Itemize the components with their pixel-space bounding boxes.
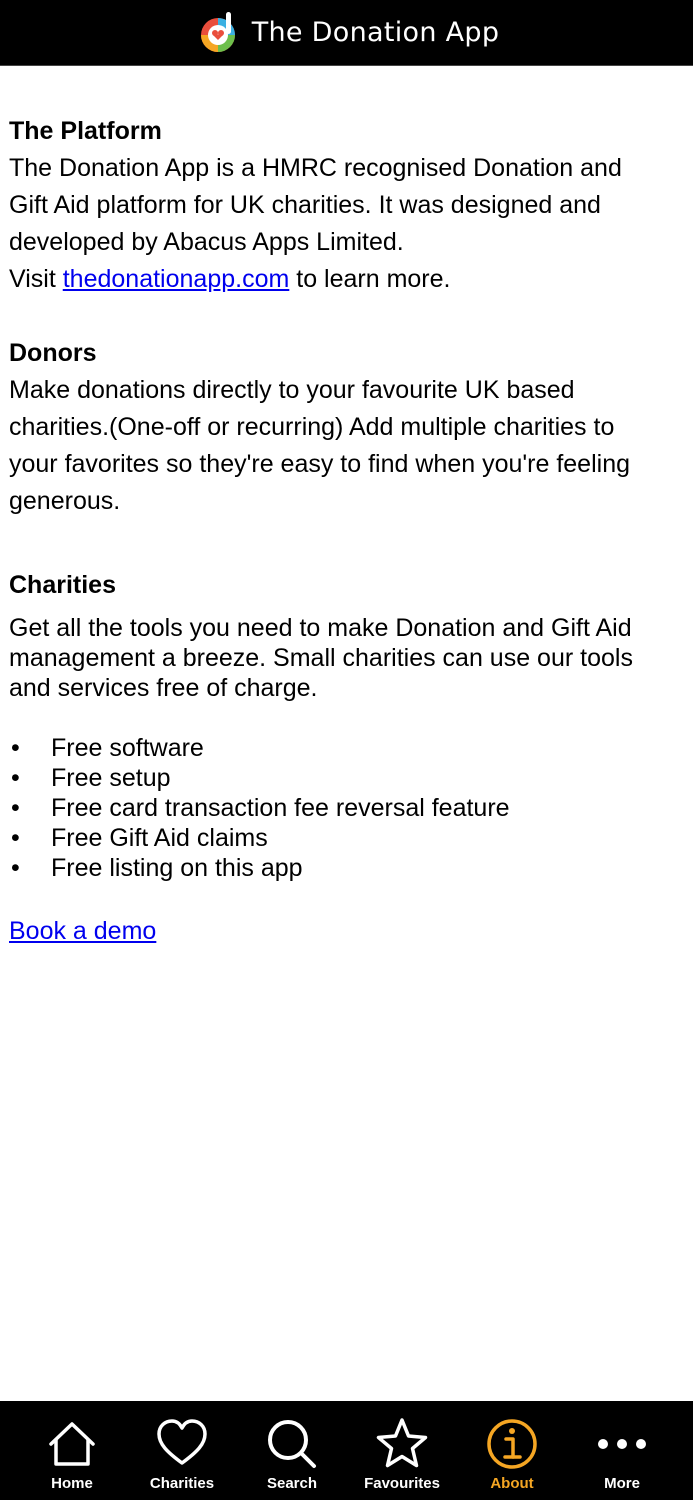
feature-item: • Free listing on this app bbox=[9, 853, 689, 883]
app-header bbox=[0, 0, 693, 66]
charities-line: and services free of charge. bbox=[9, 674, 318, 702]
donors-line: generous. bbox=[9, 487, 121, 515]
tab-label: About bbox=[490, 1475, 534, 1492]
tab-label: Home bbox=[51, 1475, 93, 1492]
visit-line bbox=[9, 261, 689, 298]
charities-line: management a breeze. Small charities can use our tools bbox=[9, 644, 633, 672]
tab-charities[interactable] bbox=[127, 1401, 237, 1500]
donors-line: your favorites so they're easy to find when you're feeling bbox=[9, 450, 630, 478]
app-title: The Donation App bbox=[251, 17, 500, 48]
info-icon bbox=[485, 1417, 539, 1471]
more-icon bbox=[595, 1417, 649, 1471]
home-icon bbox=[45, 1417, 99, 1471]
tab-label: More bbox=[604, 1475, 640, 1492]
feature-item: • Free setup bbox=[9, 763, 689, 793]
visit-suffix: to learn more. bbox=[289, 265, 451, 293]
tab-more[interactable] bbox=[567, 1401, 677, 1500]
donors-line: charities.(One-off or recurring) Add multiple charities to bbox=[9, 413, 615, 441]
feature-item: • Free Gift Aid claims bbox=[9, 823, 689, 853]
charities-line: Get all the tools you need to make Donation and Gift Aid bbox=[9, 614, 632, 642]
donors-title: Donors bbox=[9, 339, 97, 367]
donors-line: Make donations directly to your favourite UK based bbox=[9, 376, 575, 404]
book-demo-link[interactable]: Book a demo bbox=[9, 917, 157, 945]
features-list bbox=[9, 733, 689, 883]
platform-line: Gift Aid platform for UK charities. It was designed and bbox=[9, 191, 601, 219]
tab-label: Search bbox=[266, 1475, 318, 1492]
platform-line: developed by Abacus Apps Limited. bbox=[9, 228, 404, 256]
platform-title: The Platform bbox=[9, 117, 162, 145]
tab-bar bbox=[0, 1401, 693, 1500]
tab-home[interactable] bbox=[17, 1401, 127, 1500]
donation-app-logo-icon bbox=[194, 9, 242, 57]
feature-item: • Free software bbox=[9, 733, 689, 763]
platform-text bbox=[9, 150, 689, 298]
tab-label: Charities bbox=[149, 1475, 215, 1492]
tab-label: Favourites bbox=[364, 1475, 440, 1492]
heart-icon bbox=[155, 1417, 209, 1471]
donors-text bbox=[9, 372, 689, 520]
tab-search[interactable] bbox=[237, 1401, 347, 1500]
charities-text bbox=[9, 613, 689, 703]
charities-title: Charities bbox=[9, 571, 116, 599]
search-icon bbox=[265, 1417, 319, 1471]
star-icon bbox=[375, 1417, 429, 1471]
website-link[interactable]: thedonationapp.com bbox=[62, 265, 290, 293]
tab-about[interactable] bbox=[457, 1401, 567, 1500]
visit-prefix: Visit bbox=[9, 265, 63, 293]
platform-line: The Donation App is a HMRC recognised Donation and bbox=[9, 154, 622, 182]
tab-favourites[interactable] bbox=[347, 1401, 457, 1500]
about-content bbox=[9, 66, 689, 946]
feature-item: • Free card transaction fee reversal feature bbox=[9, 793, 689, 823]
